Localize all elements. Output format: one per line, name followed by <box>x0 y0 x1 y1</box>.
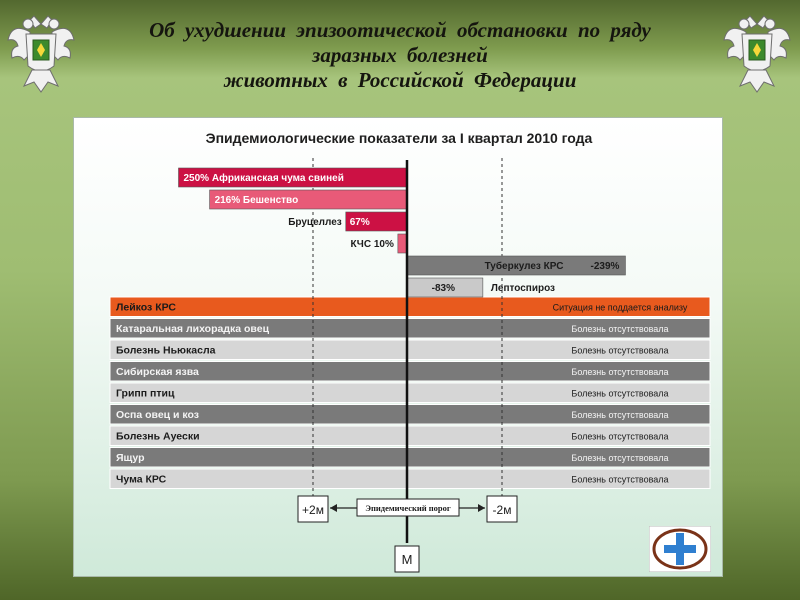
status-row-disease-label: Оспа овец и коз <box>116 409 200 421</box>
slide-title-line-2: заразных болезней <box>312 43 488 67</box>
bar-label: 250% Африканская чума свиней <box>183 173 344 184</box>
slide-title-line-3: животных в Российской Федерации <box>223 68 577 92</box>
status-row-disease-label: Ящур <box>116 452 145 464</box>
bar-label: Бруцеллез <box>288 217 342 228</box>
status-row-status-label: Болезнь отсутствовала <box>571 453 669 463</box>
status-row-disease-label: Лейкоз КРС <box>116 301 176 314</box>
status-row-status-label: Болезнь отсутствовала <box>571 474 669 485</box>
threshold-arrow-right-head <box>478 504 485 512</box>
slide-title <box>80 18 720 93</box>
bar-value-label: -239% <box>590 261 620 272</box>
status-row-disease-label: Грипп птиц <box>116 387 175 400</box>
chart-panel <box>73 117 723 577</box>
status-row-status-label: Болезнь отсутствовала <box>571 410 669 420</box>
slide-title-line-1: Об ухудшении эпизоотической обстановки по ряду <box>149 18 651 42</box>
status-row-status-label: Болезнь отсутствовала <box>571 431 669 442</box>
bar-label: 216% Бешенство <box>214 195 299 206</box>
status-row-status-label: Болезнь отсутствовала <box>571 324 669 334</box>
chart-svg <box>74 118 724 578</box>
chart-title: Эпидемиологические показатели за I квартал 2010 года <box>205 130 593 146</box>
bar-value-label: -83% <box>431 283 455 294</box>
coat-of-arms-right-icon <box>722 10 792 96</box>
bar-label: Лептоспироз <box>490 283 556 294</box>
bar-label: Туберкулез КРС <box>484 261 564 272</box>
status-row-status-label: Ситуация не поддается анализу <box>552 302 688 313</box>
status-row-disease-label: Чума КРС <box>116 473 167 486</box>
threshold-label-left: +2м <box>302 503 324 517</box>
status-row-status-label: Болезнь отсутствовала <box>571 367 669 377</box>
status-row-disease-label: Сибирская язва <box>116 366 199 378</box>
center-label: М <box>401 552 413 567</box>
threshold-arrow-left-head <box>330 504 337 512</box>
status-row-disease-label: Болезнь Ауески <box>116 430 200 443</box>
bar-value-label: 67% <box>349 217 370 228</box>
status-row-status-label: Болезнь отсутствовала <box>571 345 669 356</box>
threshold-caption: Эпидемический порог <box>365 503 451 513</box>
status-row-disease-label: Болезнь Ньюкасла <box>116 344 216 357</box>
status-row-status-label: Болезнь отсутствовала <box>571 388 669 399</box>
coat-of-arms-left-icon <box>6 10 76 96</box>
bar-label: КЧС 10% <box>350 239 394 250</box>
status-row-disease-label: Катаральная лихорадка овец <box>116 323 270 335</box>
threshold-label-right: -2м <box>492 503 512 517</box>
bar-4 <box>398 234 407 253</box>
medical-cross-logo-icon <box>649 526 711 572</box>
